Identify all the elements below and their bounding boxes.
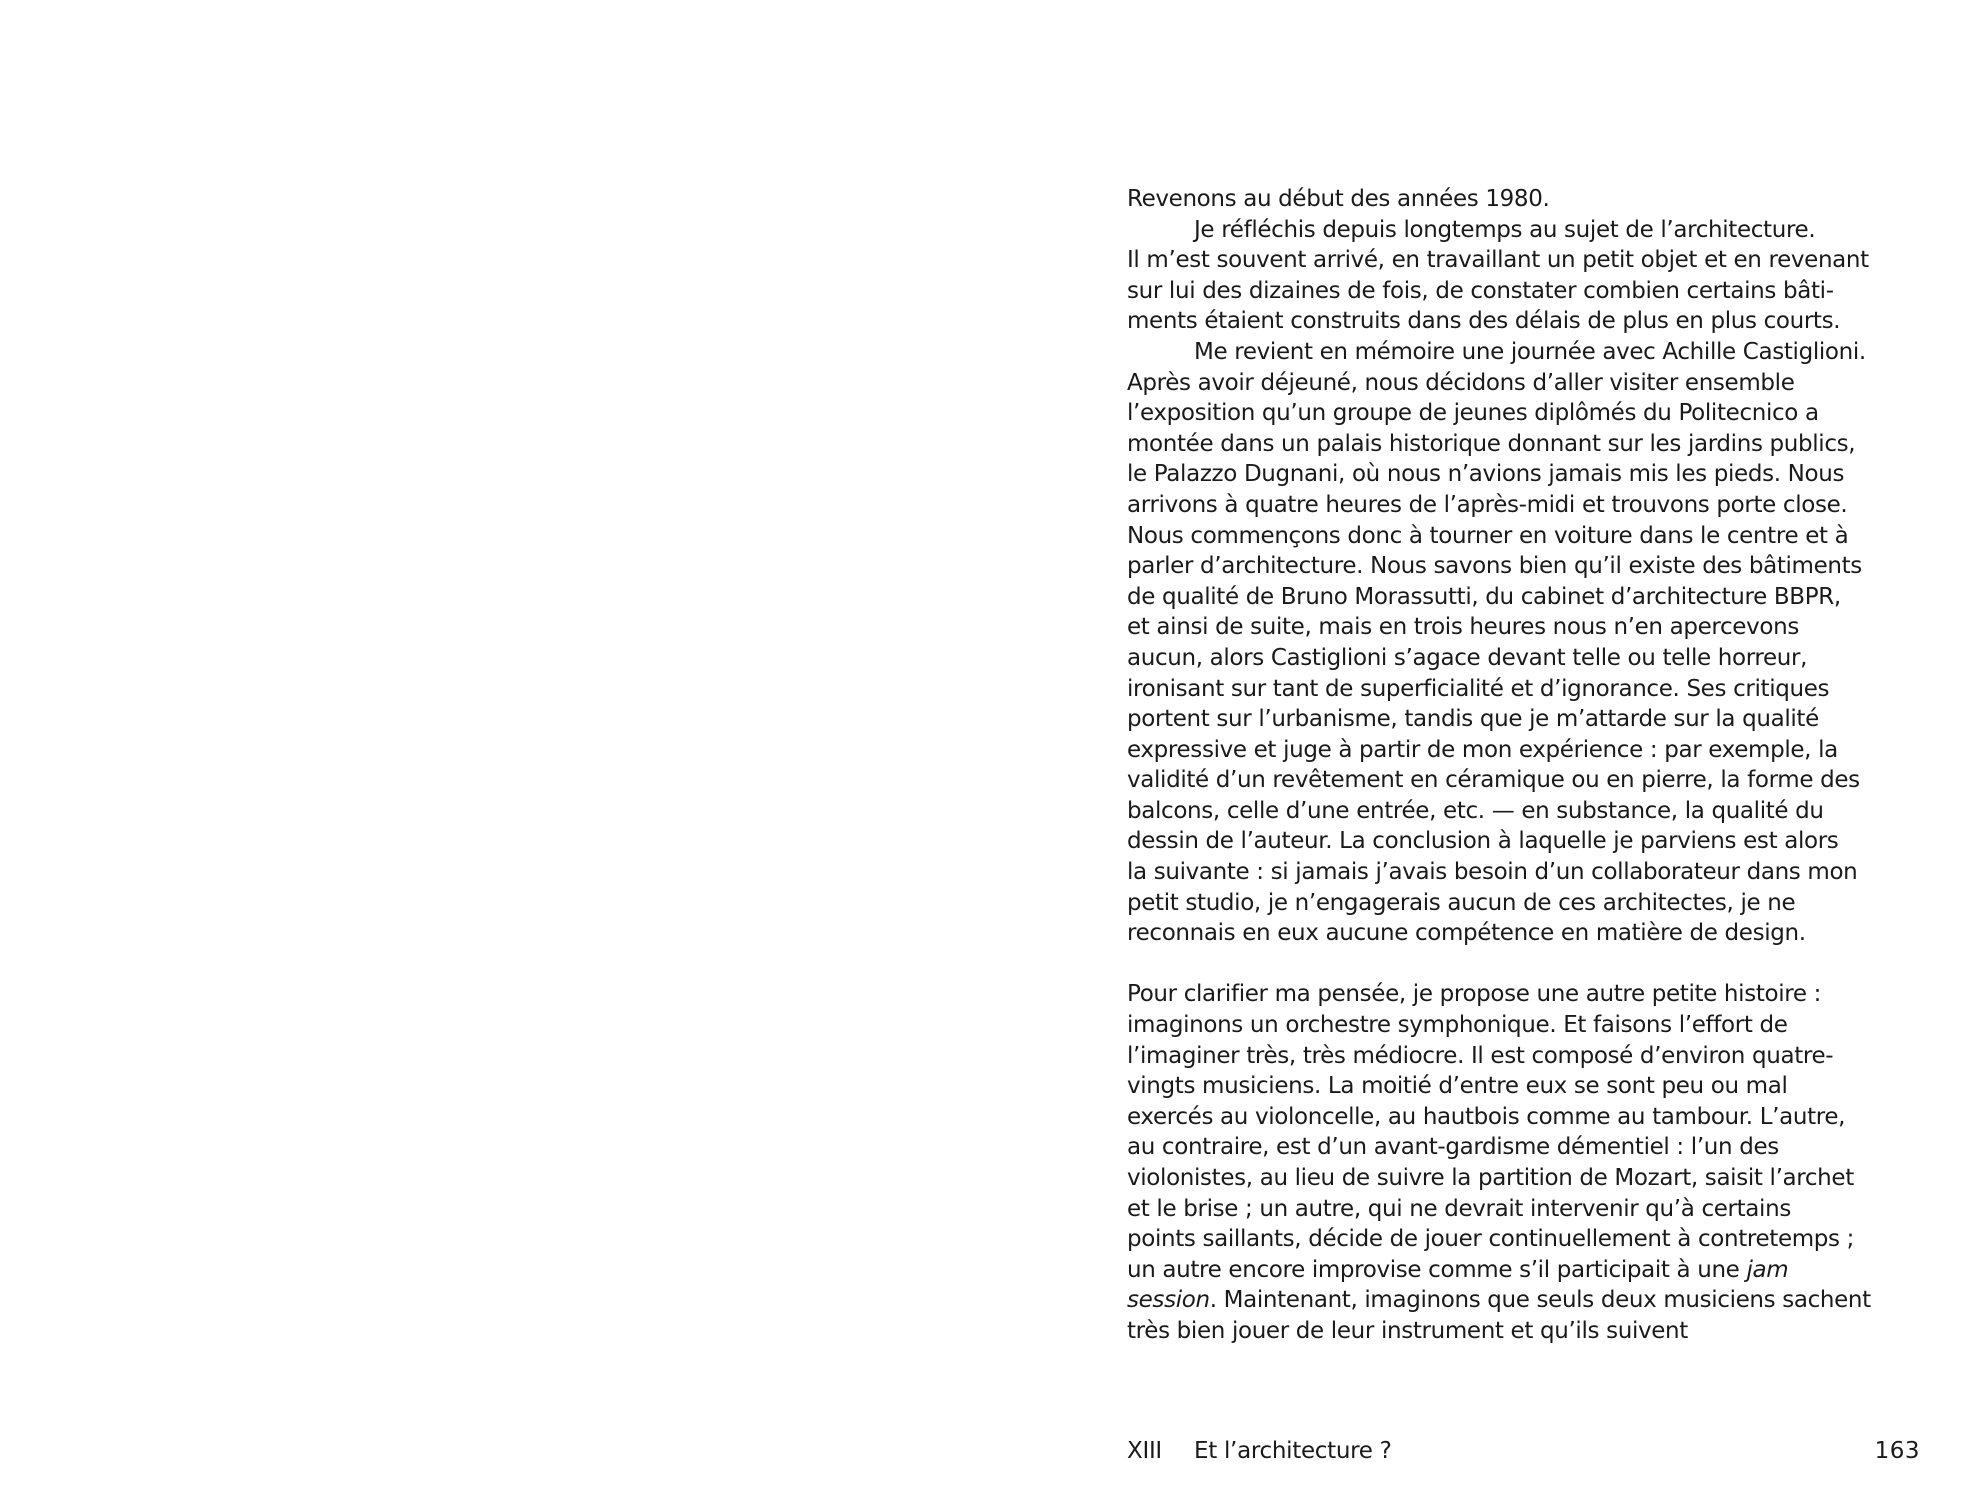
text-line: imaginons un orchestre symphonique. Et faisons l’effort de <box>1127 1012 1788 1039</box>
text-line: Me revient en mémoire une journée avec Achille Castiglioni. <box>1194 338 1866 365</box>
text-line: petit studio, je n’engagerais aucun de ces architectes, je ne <box>1127 889 1796 916</box>
text-line: Après avoir déjeuné, nous décidons d’aller visiter ensemble <box>1127 369 1795 396</box>
text-line: parler d’architecture. Nous savons bien qu’il existe des bâtiments <box>1127 553 1862 580</box>
text-line: très bien jouer de leur instrument et qu’ils suivent <box>1127 1317 1688 1344</box>
text-line: ments étaient construits dans des délais de plus en plus courts. <box>1127 308 1841 335</box>
text-line: vingts musiciens. La moitié d’entre eux se sont peu ou mal <box>1127 1073 1788 1100</box>
text-line <box>1127 1255 1927 1286</box>
text-line: aucun, alors Castiglioni s’agace devant telle ou telle horreur, <box>1127 644 1808 671</box>
text-line: sur lui des dizaines de fois, de constater combien certains bâti- <box>1127 277 1834 304</box>
italic-text: session <box>1127 1287 1210 1314</box>
text-line: montée dans un palais historique donnant sur les jardins publics, <box>1127 430 1856 457</box>
text-line: l’imaginer très, très médiocre. Il est composé d’environ quatre- <box>1127 1042 1834 1069</box>
text-line: au contraire, est d’un avant-gardisme démentiel : l’un des <box>1127 1134 1779 1161</box>
text-line: points saillants, décide de jouer continuellement à contretemps ; <box>1127 1226 1855 1253</box>
text-line: ironisant sur tant de superficialité et d’ignorance. Ses critiques <box>1127 675 1830 702</box>
page-number: 163 <box>1874 1438 1920 1464</box>
text-line: et ainsi de suite, mais en trois heures nous n’en apercevons <box>1127 614 1799 641</box>
italic-text: jam <box>1746 1256 1789 1283</box>
text-line: Pour clarifier ma pensée, je propose une autre petite histoire : <box>1127 981 1822 1008</box>
text-line: reconnais en eux aucune compétence en matière de design. <box>1127 920 1806 947</box>
text-line: exercés au violoncelle, au hautbois comme au tambour. L’autre, <box>1127 1103 1846 1130</box>
text-line: violonistes, au lieu de suivre la partition de Mozart, saisit l’archet <box>1127 1165 1854 1191</box>
text-line: de qualité de Bruno Morassutti, du cabinet d’architecture BBPR, <box>1127 583 1841 610</box>
text-line: dessin de l’auteur. La conclusion à laquelle je parviens est alors <box>1127 828 1839 855</box>
text-line: balcons, celle d’une entrée, etc. — en substance, la qualité du <box>1127 797 1824 824</box>
text-line: et le brise ; un autre, qui ne devrait intervenir qu’à certains <box>1127 1195 1791 1222</box>
text-line: arrivons à quatre heures de l’après-midi et trouvons porte close. <box>1127 491 1848 518</box>
text-run: . Maintenant, imaginons que seuls deux musiciens sachent <box>1209 1287 1871 1314</box>
text-line: expressive et juge à partir de mon expérience : par exemple, la <box>1127 736 1838 763</box>
running-footer-chapter-title: Et l’architecture ? <box>1194 1438 1392 1464</box>
text-line: validité d’un revêtement en céramique ou en pierre, la forme des <box>1127 767 1860 794</box>
running-footer-chapter-number: XIII <box>1127 1438 1162 1464</box>
text-line <box>1127 1285 1927 1316</box>
text-line: Nous commençons donc à tourner en voiture dans le centre et à <box>1127 522 1849 549</box>
text-run: un autre encore improvise comme s’il participait à une <box>1127 1256 1747 1283</box>
text-line: portent sur l’urbanisme, tandis que je m’attarde sur la qualité <box>1127 706 1819 733</box>
text-line: Revenons au début des années 1980. <box>1127 186 1550 212</box>
text-line: l’exposition qu’un groupe de jeunes diplômés du Politecnico a <box>1127 400 1819 427</box>
text-line: la suivante : si jamais j’avais besoin d’un collaborateur dans mon <box>1127 859 1858 886</box>
text-line: Je réfléchis depuis longtemps au sujet de l’architecture. <box>1194 216 1816 243</box>
body-text <box>1127 184 1927 1347</box>
text-line: Il m’est souvent arrivé, en travaillant un petit objet et en revenant <box>1127 247 1869 274</box>
text-line: le Palazzo Dugnani, où nous n’avions jamais mis les pieds. Nous <box>1127 461 1845 488</box>
paragraph-gap <box>1127 949 1927 980</box>
